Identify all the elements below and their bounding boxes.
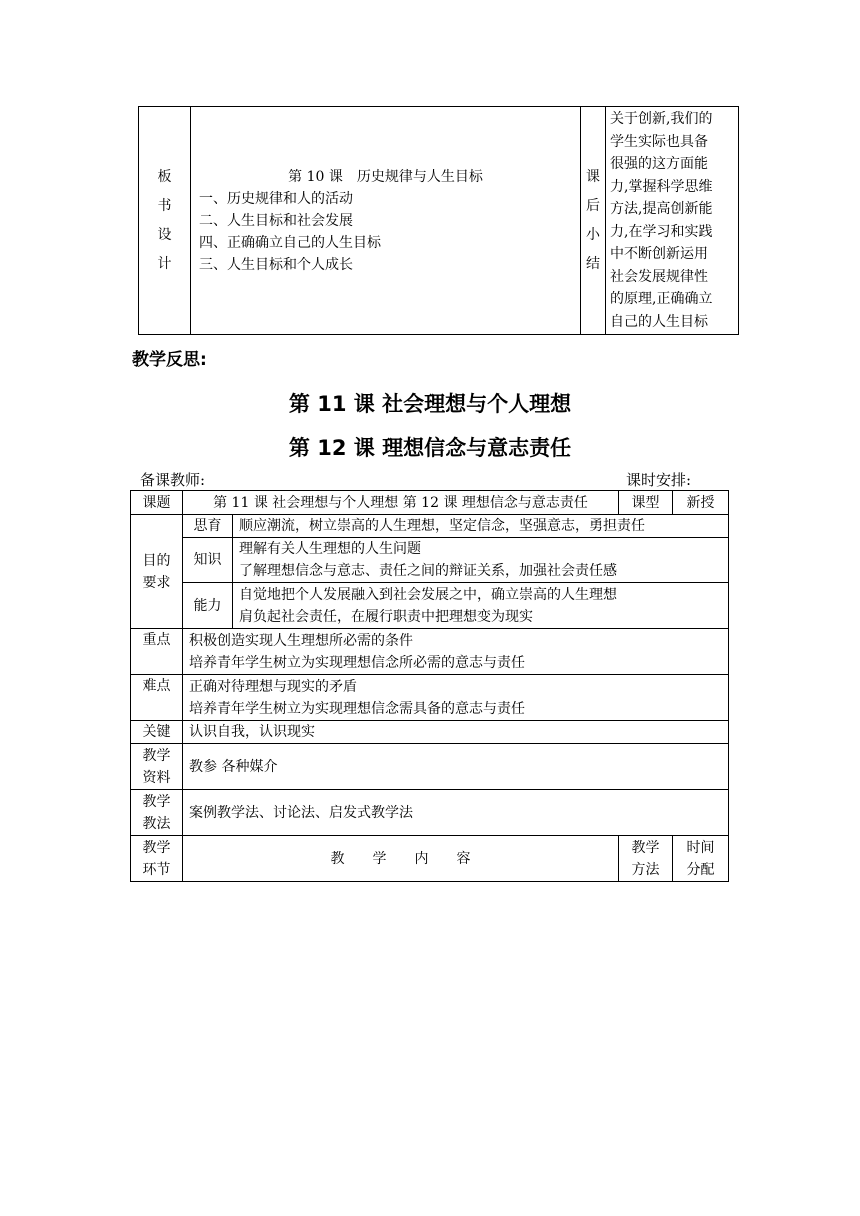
ability-value bbox=[233, 583, 729, 629]
prep-teacher-label: 备课教师: bbox=[140, 471, 206, 489]
summary-line: 方法,提高创新能 bbox=[610, 201, 713, 217]
board-design-table bbox=[138, 106, 739, 335]
materials-label-line: 资料 bbox=[142, 769, 171, 786]
board-line: 三、人生目标和个人成长 bbox=[199, 256, 353, 273]
topic-label: 课题 bbox=[131, 491, 183, 515]
method-header-line: 教学 bbox=[631, 839, 660, 856]
label-char: 结 bbox=[586, 255, 600, 272]
time-allocation-header bbox=[673, 836, 729, 882]
time-header-line: 时间 bbox=[686, 839, 715, 856]
lesson-12-title: 第 12 课 理想信念与意志责任 bbox=[288, 436, 572, 460]
schedule-label: 课时安排: bbox=[626, 471, 692, 489]
knowledge-label: 知识 bbox=[183, 538, 233, 583]
methods-value: 案例教学法、讨论法、启发式教学法 bbox=[183, 790, 729, 836]
moral-education-label: 思育 bbox=[183, 515, 233, 538]
summary-line: 自己的人生目标 bbox=[610, 313, 708, 330]
knowledge-value bbox=[233, 538, 729, 583]
methods-label-line: 教法 bbox=[142, 815, 171, 832]
label-char: 课 bbox=[586, 168, 600, 185]
goals-label-line: 目的 bbox=[142, 552, 171, 569]
label-char: 小 bbox=[586, 226, 600, 243]
lesson-type-value: 新授 bbox=[673, 491, 729, 515]
key-label: 关键 bbox=[131, 721, 183, 744]
summary-line: 社会发展规律性 bbox=[610, 268, 708, 285]
board-line: 四、正确确立自己的人生目标 bbox=[199, 234, 381, 251]
moral-education-value: 顺应潮流，树立崇高的人生理想，坚定信念，坚强意志，勇担责任 bbox=[233, 515, 729, 538]
summary-line: 力,掌握科学思维 bbox=[610, 178, 713, 195]
difficulty-value bbox=[183, 675, 729, 721]
stage-label-line: 教学 bbox=[142, 839, 171, 856]
topic-value: 第 11 课 社会理想与个人理想 第 12 课 理想信念与意志责任 bbox=[183, 491, 619, 515]
label-char: 后 bbox=[586, 197, 600, 214]
teaching-reflection-heading: 教学反思: bbox=[132, 350, 207, 370]
materials-label-line: 教学 bbox=[142, 747, 171, 764]
board-content bbox=[191, 107, 581, 335]
materials-label bbox=[131, 744, 183, 790]
summary-line: 很强的这方面能 bbox=[610, 156, 708, 172]
focus-line: 培养青年学生树立为实现理想信念所必需的意志与责任 bbox=[189, 654, 525, 671]
lesson-11-title: 第 11 课 社会理想与个人理想 bbox=[288, 392, 572, 416]
teaching-method-header bbox=[619, 836, 673, 882]
summary-line: 中不断创新运用 bbox=[610, 246, 708, 262]
ability-line: 肩负起社会责任，在履行职责中把理想变为现实 bbox=[239, 608, 533, 625]
goals-label-line: 要求 bbox=[142, 574, 171, 591]
focus-label: 重点 bbox=[131, 629, 183, 675]
teaching-content-header: 教 学 内 容 bbox=[183, 836, 619, 882]
difficulty-line: 培养青年学生树立为实现理想信念需具备的意志与责任 bbox=[189, 700, 525, 717]
stage-label-line: 环节 bbox=[142, 861, 171, 878]
difficulty-line: 正确对待理想与现实的矛盾 bbox=[189, 678, 357, 695]
after-class-summary bbox=[606, 107, 739, 335]
methods-label-line: 教学 bbox=[142, 793, 171, 810]
knowledge-line: 理解有关人生理想的人生问题 bbox=[239, 541, 421, 557]
board-title: 第 10 课 历史规律与人生目标 bbox=[288, 168, 483, 185]
focus-line: 积极创造实现人生理想所必需的条件 bbox=[189, 632, 413, 649]
summary-line: 关于创新,我们的 bbox=[610, 111, 713, 127]
board-design-label bbox=[139, 107, 191, 335]
board-line: 二、人生目标和社会发展 bbox=[199, 212, 353, 229]
focus-value bbox=[183, 629, 729, 675]
ability-label: 能力 bbox=[183, 583, 233, 629]
summary-line: 力,在学习和实践 bbox=[610, 223, 713, 240]
summary-line: 学生实际也具备 bbox=[610, 133, 708, 150]
after-class-summary-label bbox=[581, 107, 606, 335]
lesson-plan-table bbox=[130, 490, 729, 882]
label-char: 书 bbox=[157, 197, 172, 214]
materials-value: 教参 各种媒介 bbox=[183, 744, 729, 790]
ability-line: 自觉地把个人发展融入到社会发展之中，确立崇高的人生理想 bbox=[239, 586, 617, 603]
label-char: 设 bbox=[157, 226, 172, 243]
label-char: 板 bbox=[157, 168, 172, 185]
summary-line: 的原理,正确确立 bbox=[610, 291, 713, 307]
knowledge-line: 了解理想信念与意志、责任之间的辩证关系，加强社会责任感 bbox=[239, 563, 617, 579]
difficulty-label: 难点 bbox=[131, 675, 183, 721]
time-header-line: 分配 bbox=[686, 861, 715, 878]
key-value: 认识自我，认识现实 bbox=[183, 721, 729, 744]
method-header-line: 方法 bbox=[631, 861, 660, 878]
board-line: 一、历史规律和人的活动 bbox=[199, 190, 353, 207]
methods-label bbox=[131, 790, 183, 836]
goals-label bbox=[131, 515, 183, 629]
lesson-type-label: 课型 bbox=[619, 491, 673, 515]
label-char: 计 bbox=[157, 255, 172, 272]
stage-label bbox=[131, 836, 183, 882]
